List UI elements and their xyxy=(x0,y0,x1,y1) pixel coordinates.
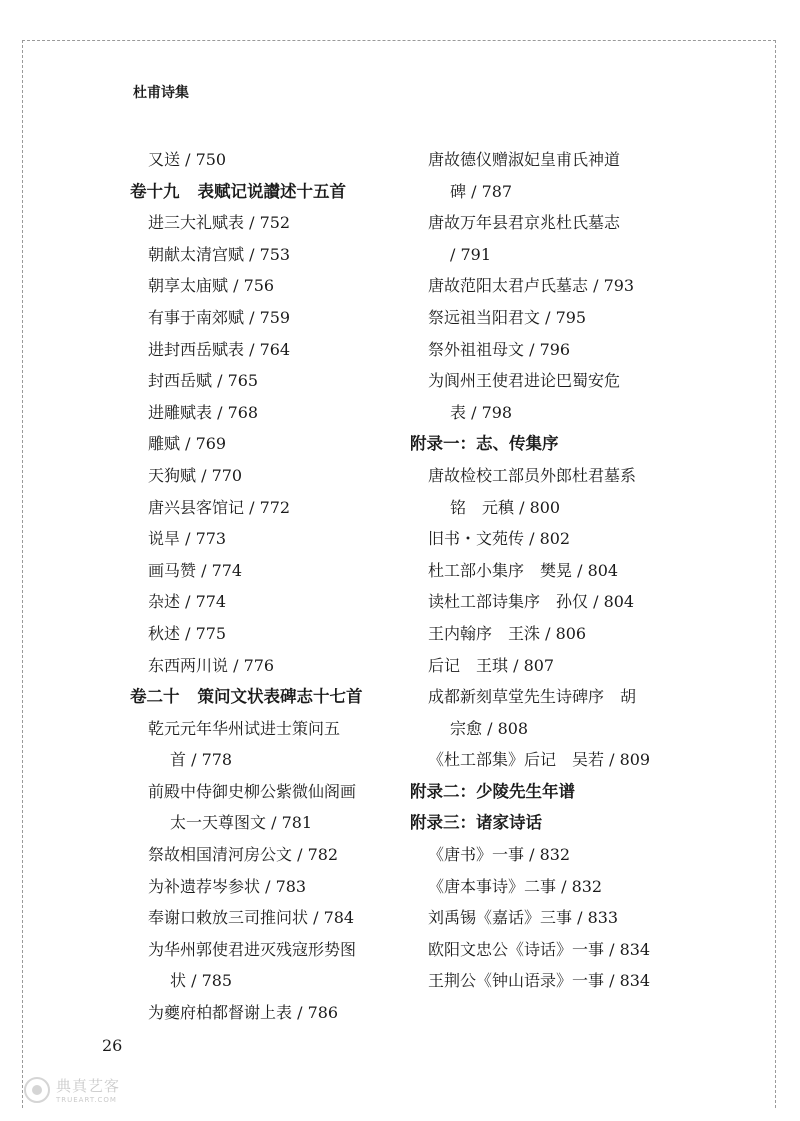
toc-entry-continuation: 碑 / 787 xyxy=(450,181,513,201)
toc-entry: 祭外祖祖母文 / 796 xyxy=(428,339,571,359)
toc-entry: 封西岳赋 / 765 xyxy=(148,371,259,391)
toc-entry: 进三大礼赋表 / 752 xyxy=(148,213,291,233)
toc-entry: 旧书・文苑传 / 802 xyxy=(428,529,571,549)
toc-heading-label: 卷二十 xyxy=(130,687,180,707)
toc-entry-continuation: 太一天尊图文 / 781 xyxy=(170,813,313,833)
toc-entry: 画马赞 / 774 xyxy=(148,560,243,580)
toc-entry: 《唐书》一事 / 832 xyxy=(428,845,571,865)
toc-entry: 为华州郭使君进灭残寇形势图 xyxy=(148,939,357,959)
toc-entry-continuation: 表 / 798 xyxy=(450,402,513,422)
toc-entry: 秋述 / 775 xyxy=(148,623,227,643)
watermark xyxy=(24,1075,120,1104)
toc-entry: 为阆州王使君进论巴蜀安危 xyxy=(428,371,621,391)
toc-section-heading xyxy=(130,681,390,713)
toc-entry: 王内翰序 王洙 / 806 xyxy=(428,623,587,643)
toc-entry: 成都新刻草堂先生诗碑序 胡 xyxy=(428,687,637,707)
toc-entry: 前殿中侍御史柳公紫微仙阁画 xyxy=(148,781,357,801)
toc-right-column xyxy=(410,144,675,997)
toc-entry: 后记 王琪 / 807 xyxy=(428,655,555,675)
toc-section-heading xyxy=(410,428,675,460)
toc-entry-continuation: 宗愈 / 808 xyxy=(450,718,529,738)
watermark-title: 典真艺客 xyxy=(56,1077,121,1095)
toc-entry: 朝享太庙赋 / 756 xyxy=(148,276,275,296)
toc-entry: 唐兴县客馆记 / 772 xyxy=(148,497,291,517)
toc-heading-label: 附录三：诸家诗话 xyxy=(410,813,542,833)
toc-heading-label: 卷十九 xyxy=(130,181,180,201)
toc-entry-continuation: 状 / 785 xyxy=(170,971,233,991)
toc-entry-continuation: 首 / 778 xyxy=(170,750,233,770)
toc-entry: 东西两川说 / 776 xyxy=(148,655,275,675)
toc-entry: 祭故相国清河房公文 / 782 xyxy=(148,845,339,865)
watermark-logo-icon xyxy=(24,1077,50,1103)
toc-heading-title: 策问文状表碑志十七首 xyxy=(197,687,363,707)
toc-entry: 乾元元年华州试进士策问五 xyxy=(148,718,341,738)
toc-heading-label: 附录一：志、传集序 xyxy=(410,434,559,454)
toc-entry: 为夔府柏都督谢上表 / 786 xyxy=(148,1003,339,1023)
toc-entry: 刘禹锡《嘉话》三事 / 833 xyxy=(428,908,619,928)
toc-entry: 读杜工部诗集序 孙仅 / 804 xyxy=(428,592,635,612)
toc-entry: 欧阳文忠公《诗话》一事 / 834 xyxy=(428,939,651,959)
toc-section-heading xyxy=(410,807,675,839)
toc-entry: 有事于南郊赋 / 759 xyxy=(148,307,291,327)
toc-entry: 进封西岳赋表 / 764 xyxy=(148,339,291,359)
toc-entry: 雕赋 / 769 xyxy=(148,434,227,454)
toc-entry: 王荆公《钟山语录》一事 / 834 xyxy=(428,971,651,991)
toc-section-heading xyxy=(130,176,390,208)
toc-entry: 《杜工部集》后记 吴若 / 809 xyxy=(428,750,651,770)
toc-entry-continuation: / 791 xyxy=(450,244,492,264)
toc-section-heading xyxy=(410,776,675,808)
toc-entry: 杂述 / 774 xyxy=(148,592,227,612)
toc-entry: 天狗赋 / 770 xyxy=(148,465,243,485)
toc-entry: 又送 / 750 xyxy=(148,150,227,169)
toc-entry: 说旱 / 773 xyxy=(148,529,227,549)
page-number: 26 xyxy=(102,1036,123,1055)
toc-entry: 祭远祖当阳君文 / 795 xyxy=(428,307,587,327)
toc-heading-label: 附录二：少陵先生年谱 xyxy=(410,781,575,801)
toc-heading-title: 表赋记说讃述十五首 xyxy=(197,181,346,201)
toc-entry-continuation: 铭 元稹 / 800 xyxy=(450,497,561,517)
toc-entry: 唐故检校工部员外郎杜君墓系 xyxy=(428,465,637,485)
toc-entry: 杜工部小集序 樊晃 / 804 xyxy=(428,560,619,580)
toc-entry: 唐故德仪赠淑妃皇甫氏神道 xyxy=(428,150,621,169)
toc-entry: 唐故范阳太君卢氏墓志 / 793 xyxy=(428,276,635,296)
toc-entry: 《唐本事诗》二事 / 832 xyxy=(428,876,603,896)
toc-entry: 为补遗荐岑参状 / 783 xyxy=(148,876,307,896)
toc-entry: 进雕赋表 / 768 xyxy=(148,402,259,422)
watermark-subtitle: TRUEART.COM xyxy=(56,1096,117,1104)
toc-entry: 奉谢口敕放三司推问状 / 784 xyxy=(148,908,355,928)
running-head: 杜甫诗集 xyxy=(133,85,189,101)
toc-entry: 朝献太清宫赋 / 753 xyxy=(148,244,291,264)
toc-left-column xyxy=(130,144,390,1029)
toc-entry: 唐故万年县君京兆杜氏墓志 xyxy=(428,213,621,233)
